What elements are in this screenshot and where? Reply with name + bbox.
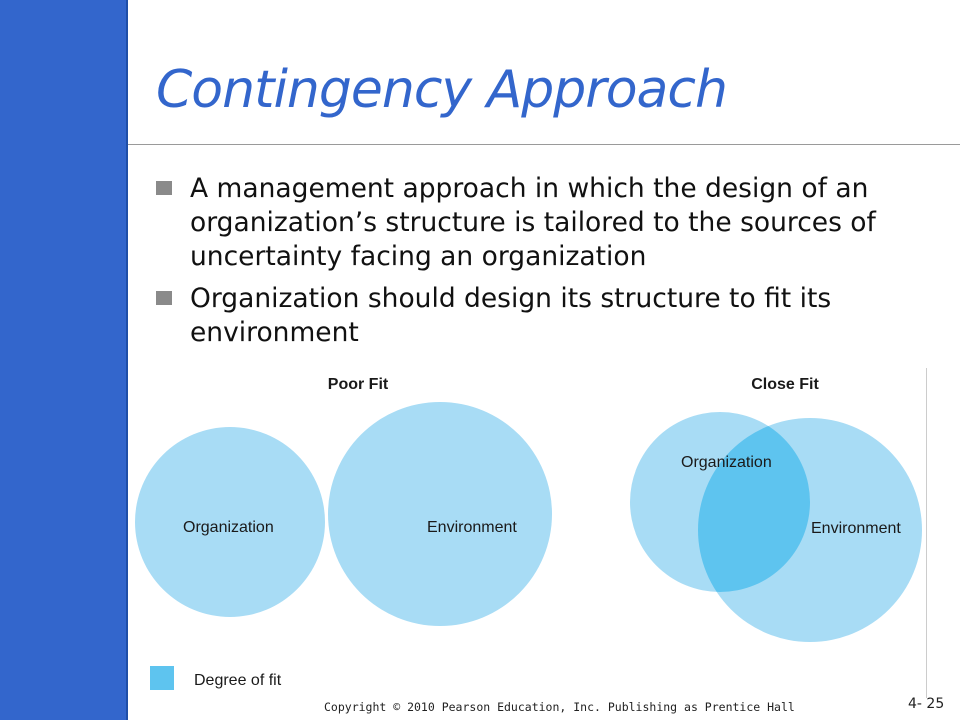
legend-label: Degree of fit: [194, 672, 282, 689]
legend-swatch: [150, 666, 174, 690]
square-bullet-icon: [156, 291, 172, 305]
figure-border: [926, 368, 927, 698]
close-fit-panel: [630, 376, 922, 642]
bullet-text: A management approach in which the design of an organization’s structure is tailored to the sources of uncertainty facing an organization: [190, 173, 876, 272]
environment-label: Environment: [811, 520, 901, 537]
bullet-text: Organization should design its structure to fit its environment: [190, 283, 832, 348]
bullet-list: [156, 172, 926, 358]
slide-number: 4- 25: [908, 696, 945, 712]
bullet-item: [156, 172, 926, 274]
fit-diagram: [130, 362, 930, 702]
title-divider: [128, 144, 960, 145]
sidebar-band: [0, 0, 128, 720]
organization-label: Organization: [681, 454, 772, 471]
environment-label: Environment: [427, 519, 517, 536]
close-fit-caption: Close Fit: [751, 376, 819, 393]
poor-fit-caption: Poor Fit: [327, 376, 389, 393]
slide-title: Contingency Approach: [156, 60, 727, 120]
legend: [150, 666, 282, 690]
bullet-item: [156, 282, 926, 350]
poor-fit-panel: [135, 376, 552, 626]
square-bullet-icon: [156, 181, 172, 195]
organization-label: Organization: [183, 519, 274, 536]
environment-circle: [328, 402, 552, 626]
copyright-footer: Copyright © 2010 Pearson Education, Inc. Publishing as Prentice Hall: [324, 700, 795, 714]
